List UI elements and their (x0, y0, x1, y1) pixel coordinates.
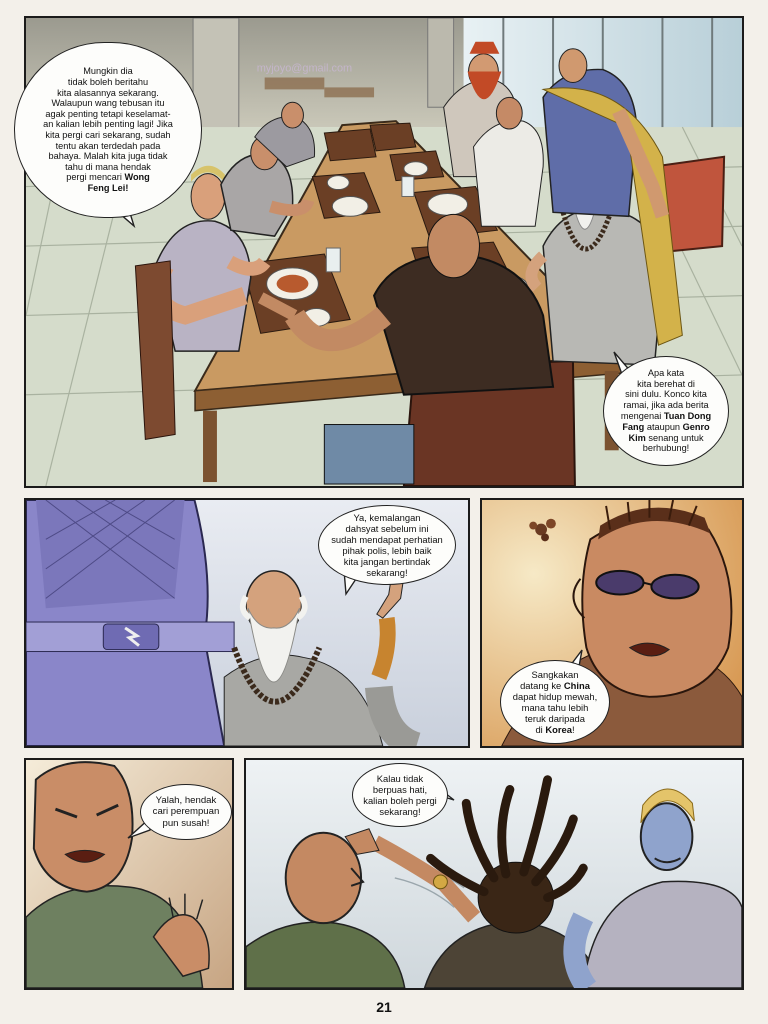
watermark-text: myjoyo@gmail.com (256, 62, 353, 75)
pillar (428, 18, 454, 107)
page-number: 21 (376, 999, 392, 1015)
speech-bubble-p1-right: Apa kata kita berehat di sini dulu. Konco kita ramai, jika ada berita mengenai Tuan Dong Fang ataupun Genro Kim senang untuk berhubung! (603, 356, 729, 466)
speech-bubble-p5: Kalau tidak berpuas hati, kalian boleh pergi sekarang! (352, 763, 448, 827)
dreadlocks-man-illustration (246, 760, 742, 988)
panel-dreadlocks-man (244, 758, 744, 990)
speech-bubble-p4: Yalah, hendak cari perempuan pun susah! (140, 784, 232, 840)
speech-bubble-p2: Ya, kemalangan dahsyat sebelum ini sudah mendapat perhatian pihak polis, lebih baik kita jangan bertindak sekarang! (318, 505, 456, 585)
armored-figure-foreground (26, 500, 234, 746)
speech-bubble-p3: Sangkakan datang ke China dapat hidup mewah, mana tahu lebih teruk daripada di Korea! (500, 660, 610, 744)
speech-bubble-p1-left: Mungkin dia tidak boleh beritahu kita alasannya sekarang. Walaupun wang tebusan itu agak penting tetapi keselamat- an kalian lebih penting lagi! Jika kita pergi cari sekarang, sudah tentu akan terdedah pada bahaya. Malah kita juga tidak tahu di mana hendak pergi mencari Wong Feng Lei! (14, 42, 202, 218)
